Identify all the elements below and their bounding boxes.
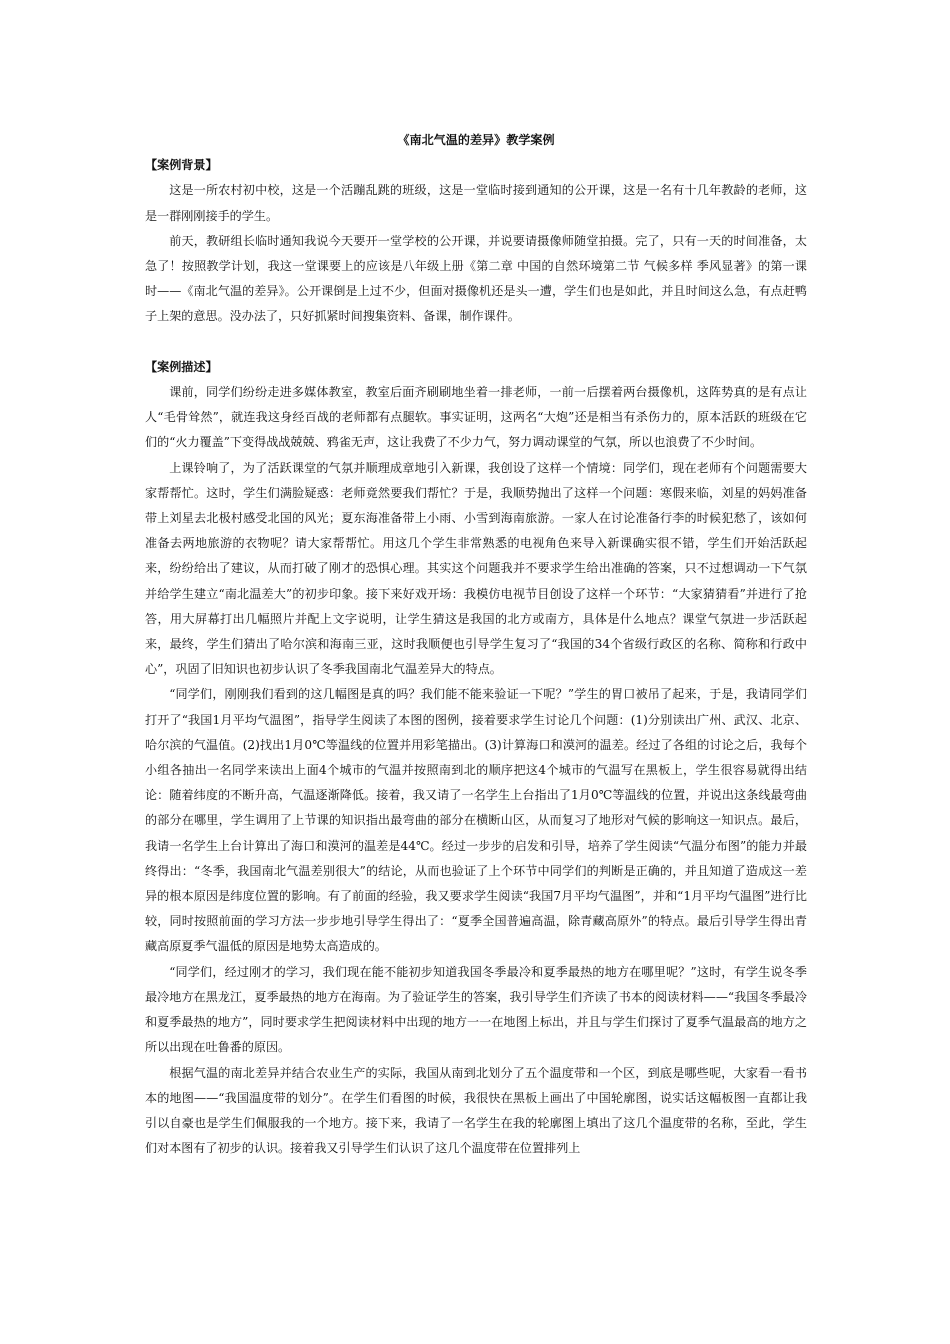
paragraph: 上课铃响了，为了活跃课堂的气氛并顺理成章地引入新课，我创设了这样一个情境：同学们，现在老师有个问题需要大家帮帮忙。这时，学生们满脸疑惑：老师竟然要我们帮忙？于是，我顺势抛出了这样一个问题：寒假来临，刘星的妈妈准备带上刘星去北极村感受北国的风光；夏东海准备带上小雨、小雪到海南旅游。一家人在讨论准备行李的时候犯愁了，该如何准备去两地旅游的衣物呢？请大家帮帮忙。用这几个学生非常熟悉的电视角色来导入新课确实很不错，学生们开始活跃起来，纷纷给出了建议，从而打破了刚才的恐惧心理。其实这个问题我并不要求学生给出准确的答案，只不过想调动一下气氛并给学生建立“南北温差大”的初步印象。接下来好戏开场：我模仿电视节目创设了这样一个环节：“大家猜猜看”并进行了抢答，用大屏幕打出几幅照片并配上文字说明，让学生猜这是我国的北方或南方，具体是什么地点？课堂气氛进一步活跃起来，最终，学生们猜出了哈尔滨和海南三亚，这时我顺便也引导学生复习了“我国的34个省级行政区的名称、简称和行政中心”，巩固了旧知识也初步认识了冬季我国南北气温差异大的特点。	[145, 460, 807, 677]
section-heading-description: 【案例描述】	[145, 359, 218, 374]
paragraph: 根据气温的南北差异并结合农业生产的实际，我国从南到北划分了五个温度带和一个区，到底是哪些呢，大家看一看书本的地图——“我国温度带的划分”。在学生们看图的时候，我很快在黑板上画出了中国轮廓图，说实话这幅板图一直都让我引以自豪也是学生们佩服我的一个地方。接下来，我请了一名学生在我的轮廓图上填出了这几个温度带的名称，至此，学生们对本图有了初步的认识。接着我又引导学生们认识了这几个温度带在位置排列上	[145, 1065, 807, 1156]
paragraph: 这是一所农村初中校，这是一个活蹦乱跳的班级，这是一堂临时接到通知的公开课，这是一名有十几年教龄的老师，这是一群刚刚接手的学生。	[145, 183, 807, 223]
document-title: 《南北气温的差异》教学案例	[397, 133, 555, 147]
paragraph: 课前，同学们纷纷走进多媒体教室，教室后面齐刷刷地坐着一排老师，一前一后摆着两台摄像机，这阵势真的是有点让人“毛骨耸然”，就连我这身经百战的老师都有点腿软。事实证明，这两名“大炮”还是相当有杀伤力的，原本活跃的班级在它们的“火力覆盖”下变得战战兢兢、鸦雀无声，这让我费了不少力气，努力调动课堂的气氛，所以也浪费了不少时间。	[145, 385, 807, 450]
document-body	[145, 128, 807, 1161]
paragraph: “同学们，经过刚才的学习，我们现在能不能初步知道我国冬季最冷和夏季最热的地方在哪里呢？”这时，有学生说冬季最冷地方在黑龙江，夏季最热的地方在海南。为了验证学生的答案，我引导学生们齐读了书本的阅读材料——“我国冬季最冷和夏季最热的地方”，同时要求学生把阅读材料中出现的地方一一在地图上标出，并且与学生们探讨了夏季气温最高的地方之所以出现在吐鲁番的原因。	[145, 964, 807, 1055]
paragraph: “同学们，刚刚我们看到的这几幅图是真的吗？我们能不能来验证一下呢？”学生的胃口被吊了起来，于是，我请同学们打开了“我国1月平均气温图”，指导学生阅读了本图的图例，接着要求学生讨论几个问题：(1)分别读出广州、武汉、北京、哈尔滨的气温值。(2)找出1月0℃等温线的位置并用彩笔描出。(3)计算海口和漠河的温差。经过了各组的讨论之后，我每个小组各抽出一名同学来读出上面4个城市的气温并按照南到北的顺序把这4个城市的气温写在黑板上，学生很容易就得出结论：随着纬度的不断升高，气温逐渐降低。接着，我又请了一名学生上台指出了1月0℃等温线的位置，并说出这条线最弯曲的部分在哪里，学生调用了上节课的知识指出最弯曲的部分在横断山区，从而复习了地形对气候的影响这一知识点。最后，我请一名学生上台计算出了海口和漠河的温差是44℃。经过一步步的启发和引导，培养了学生阅读“气温分布图”的能力并最终得出：“冬季，我国南北气温差别很大”的结论，从而也验证了上个环节中同学们的判断是正确的，并且知道了造成这一差异的根本原因是纬度位置的影响。有了前面的经验，我又要求学生阅读“我国7月平均气温图”，并和“1月平均气温图”进行比较，同时按照前面的学习方法一步步地引导学生得出了：“夏季全国普遍高温，除青藏高原外”的特点。最后引导学生得出青藏高原夏季气温低的原因是地势太高造成的。	[145, 687, 807, 954]
blank-line	[145, 330, 807, 355]
section-heading-background: 【案例背景】	[145, 158, 218, 173]
paragraph: 前天，教研组长临时通知我说今天要开一堂学校的公开课，并说要请摄像师随堂拍摄。完了，只有一天的时间准备，太急了！按照教学计划，我这一堂课要上的应该是八年级上册《第二章 中国的自然环境第二节 气候多样 季风显著》的第一课时——《南北气温的差异》。公开课倒是上过不少，但面对摄像机还是头一遭，学生们也是如此，并且时间这么急，有点赶鸭子上架的意思。没办法了，只好抓紧时间搜集资料、备课，制作课件。	[145, 233, 807, 324]
